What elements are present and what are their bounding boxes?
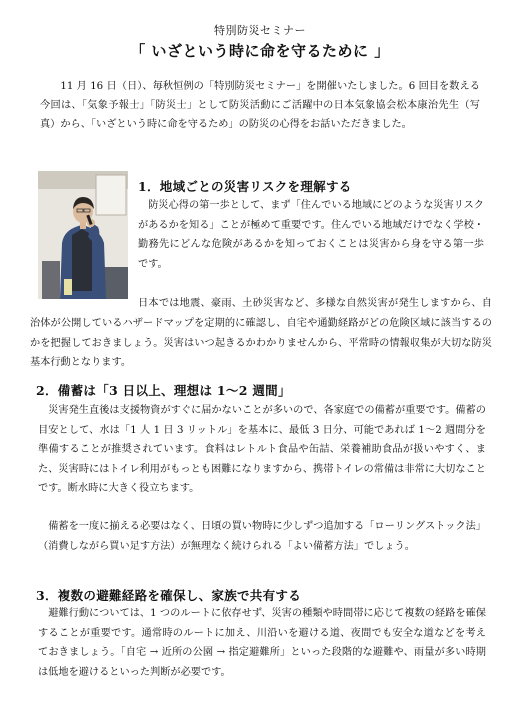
speaker-photo: [38, 171, 128, 299]
section-2-title: 2．備蓄は「3 日以上、理想は 1～2 週間」: [36, 383, 291, 398]
speaker-photo-illustration: [38, 171, 128, 299]
section-1-title: 1．地域ごとの災害リスクを理解する: [138, 179, 352, 194]
section-2-paragraph-1: 災害発生直後は支援物資がすぐに届かないことが多いので、各家庭での備蓄が重要です。備蓄の目安として、水は「1 人 1 日 3 リットル」を基本に、最低 3 日分、可能であれば 1～2 週間分を準備することが推奨されています。食料はレトルト食品や缶詰、栄養補助食品が扱いやすく、また、災害時にはトイレ利用がもっとも困難になりますから、携帯トイレの常備は非常に大切なことです。断水時に大きく役立ちます。: [38, 405, 486, 494]
section-2-paragraph-2: 備蓄を一度に揃える必要はなく、日頃の買い物時に少しずつ追加する「ローリングストック法」（消費しながら買い足す方法）が無理なく続けられる「よい備蓄方法」でしょう。: [38, 521, 486, 552]
section-3-title: 3．複数の避難経路を確保し、家族で共有する: [36, 588, 301, 603]
intro-paragraph: 11 月 16 日（日）、毎秋恒例の「特別防災セミナー」を開催いたしました。6 回目を数える今回は、「気象予報士」「防災士」として防災活動にご活躍中の日本気象協会松本康治先生（写真）から、「いざという時に命を守るため」の防災の心得をお話いただきました。: [40, 81, 480, 130]
section-3-paragraph-1: 避難行動については、1 つのルートに依存せず、災害の種類や時間帯に応じて複数の経路を確保することが重要です。通常時のルートに加え、川沿いを避ける道、夜間でも安全な道などを考えておきましょう。「自宅 → 近所の公園 → 指定避難所」といった段階的な避難や、雨量が多い時期は低地を避けるといった判断が必要です。: [38, 608, 486, 678]
seminar-subtitle: 特別防災セミナー: [214, 24, 306, 37]
section-1-paragraph-1: 防災心得の第一歩として、まず「住んでいる地域にどのような災害リスクがあるかを知る」ことが極めて重要です。住んでいる地域だけでなく学校・勤務先にどんな危険があるかを知っておくことは災害から身を守る第一歩です。: [138, 200, 484, 270]
section-1-paragraph-2: 日本では地震、豪雨、土砂災害など、多様な自然災害が発生しますから、自治体が公開しているハザードマップを定期的に確認し、自宅や通勤経路がどの危険区域に該当するのかを把握しておきましょう。災害はいつ起きるかわかりませんから、平常時の情報収集が大切な防災基本行動となります。: [30, 298, 492, 369]
seminar-title: 「 いざという時に命を守るために 」: [130, 42, 390, 60]
